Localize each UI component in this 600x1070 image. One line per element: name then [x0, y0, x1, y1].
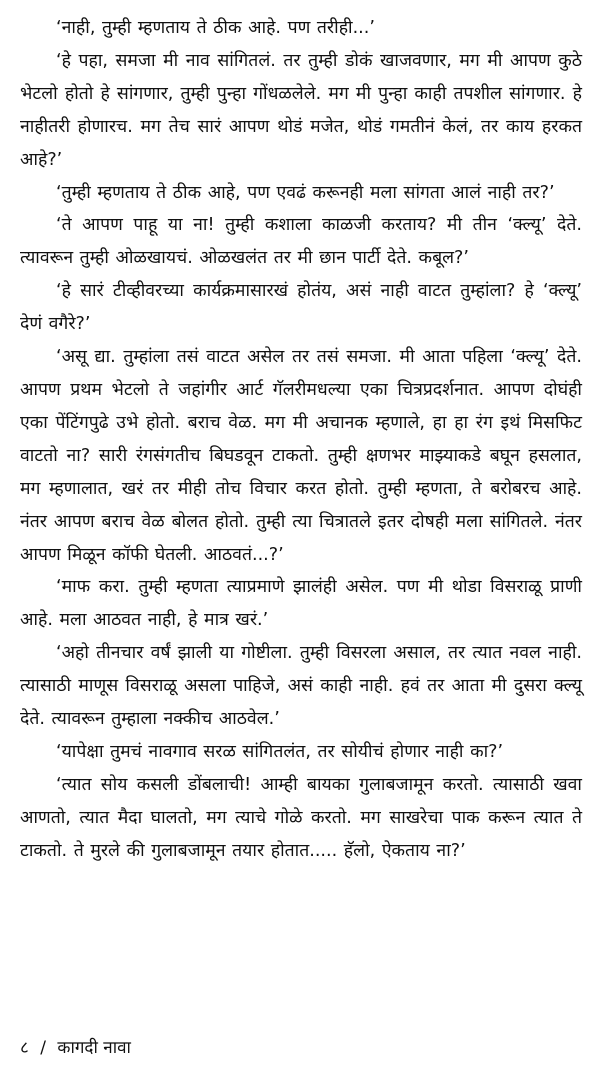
book-title: कागदी नावा: [57, 1038, 131, 1058]
paragraph: ‘त्यात सोय कसली डोंबलाची! आम्ही बायका गुलाबजामून करतो. त्यासाठी खवा आणतो, त्यात मैदा घालतो, मग त्याचे गोळे करतो. मग साखरेचा पाक करून त्यात ते टाकतो. ते मुरले की गुलाबजामून तयार होतात..... हॅलो, ऐकताय ना?’: [20, 774, 582, 861]
footer-separator: /: [40, 1038, 46, 1058]
page-body-text: [20, 12, 582, 868]
paragraph: ‘तुम्ही म्हणताय ते ठीक आहे, पण एवढं करूनही मला सांगता आलं नाही तर?’: [56, 182, 555, 203]
paragraph: ‘नाही, तुम्ही म्हणताय ते ठीक आहे. पण तरीही...’: [56, 18, 375, 38]
paragraph: ‘असू द्या. तुम्हांला तसं वाटत असेल तर तसं समजा. मी आता पहिला ‘क्ल्यू’ देते. आपण प्रथम भेटलो ते जहांगीर आर्ट गॅलरीमधल्या एका चित्रप्रदर्शनात. आपण दोघंही एका पेंटिंगपुढे उभे होतो. बराच वेळ. मग मी अचानक म्हणाले, हा हा रंग इथं मिसफिट वाटतो ना? सारी रंगसंगतीच बिघडवून टाकतो. तुम्ही क्षणभर माझ्याकडे बघून हसलात, मग म्हणालात, खरं तर मीही तोच विचार करत होतो. तुम्ही म्हणता, ते बरोबरच आहे. नंतर आपण बराच वेळ बोलत होतो. तुम्ही त्या चित्रातले इतर दोषही मला सांगितले. नंतर आपण मिळून कॉफी घेतली. आठवतं...?’: [20, 347, 582, 565]
page-footer: [20, 1036, 131, 1060]
paragraph: ‘यापेक्षा तुमचं नावगाव सरळ सांगितलंत, तर सोयीचं होणार नाही का?’: [56, 741, 504, 762]
paragraph: ‘माफ करा. तुम्ही म्हणता त्याप्रमाणे झालंही असेल. पण मी थोडा विसराळू प्राणी आहे. मला आठवत नाही, हे मात्र खरं.’: [20, 577, 582, 631]
paragraph: ‘अहो तीनचार वर्षं झाली या गोष्टीला. तुम्ही विसरला असाल, तर त्यात नवल नाही. त्यासाठी माणूस विसराळू असला पाहिजे, असं काही नाही. हवं तर आता मी दुसरा क्ल्यू देते. त्यावरून तुम्हाला नक्कीच आठवेल.’: [20, 643, 582, 730]
paragraph: ‘हे पहा, समजा मी नाव सांगितलं. तर तुम्ही डोकं खाजवणार, मग मी आपण कुठे भेटलो होतो हे सांगणार, तुम्ही पुन्हा गोंधळलेले. मग मी पुन्हा काही तपशील सांगणार. हे नाहीतरी होणारच. मग तेच सारं आपण थोडं मजेत, थोडं गमतीनं केलं, तर काय हरकत आहे?’: [20, 50, 582, 170]
page-number: ८: [20, 1038, 29, 1058]
paragraph: ‘हे सारं टीव्हीवरच्या कार्यक्रमासारखं होतंय, असं नाही वाटत तुम्हांला? हे ‘क्ल्यू’ देणं वगैरे?’: [20, 281, 582, 335]
paragraph: ‘ते आपण पाहू या ना! तुम्ही कशाला काळजी करताय? मी तीन ‘क्ल्यू’ देते. त्यावरून तुम्ही ओळखायचं. ओळखलंत तर मी छान पार्टी देते. कबूल?’: [20, 215, 582, 269]
